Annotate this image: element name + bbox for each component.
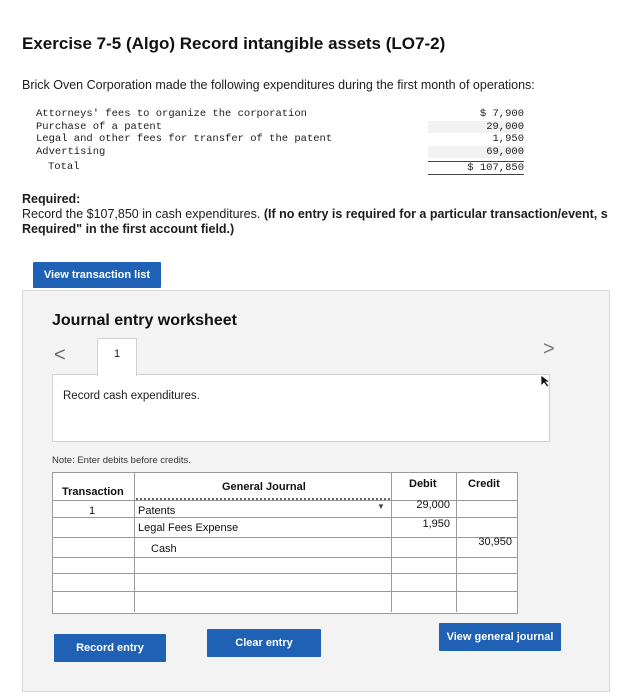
expenditure-label: Legal and other fees for transfer of the patent bbox=[36, 133, 333, 146]
expenditure-total-label: Total bbox=[48, 161, 80, 174]
expenditure-amount: 29,000 bbox=[428, 121, 524, 134]
chevron-down-icon[interactable]: ▼ bbox=[377, 502, 385, 511]
account-field[interactable]: Cash bbox=[151, 543, 177, 555]
transaction-header: Transaction bbox=[62, 486, 124, 498]
view-transaction-list-button[interactable]: View transaction list bbox=[33, 262, 161, 288]
required-text: Record the $107,850 in cash expenditures. bbox=[22, 207, 261, 221]
credit-field[interactable]: 30,950 bbox=[478, 536, 512, 548]
prev-arrow-icon[interactable]: < bbox=[54, 344, 66, 366]
account-field[interactable]: Legal Fees Expense bbox=[138, 522, 239, 534]
transaction-number: 1 bbox=[89, 505, 96, 517]
expenditure-amount: 1,950 bbox=[492, 133, 524, 146]
required-note-cont: Required" in the first account field.) bbox=[22, 222, 235, 236]
instruction-text: Record cash expenditures. bbox=[63, 390, 200, 402]
intro-text: Brick Oven Corporation made the following expenditures during the first month of operations: bbox=[22, 78, 535, 92]
account-field[interactable]: Patents bbox=[138, 505, 176, 517]
mouse-cursor-icon bbox=[540, 374, 552, 388]
row-divider bbox=[52, 591, 517, 592]
debit-field[interactable]: 1,950 bbox=[422, 518, 450, 530]
clear-entry-button[interactable]: Clear entry bbox=[207, 629, 321, 657]
required-heading: Required: bbox=[22, 192, 81, 206]
view-general-journal-button[interactable]: View general journal bbox=[439, 623, 561, 651]
record-entry-button[interactable]: Record entry bbox=[54, 634, 166, 662]
exercise-title: Exercise 7-5 (Algo) Record intangible assets (LO7-2) bbox=[22, 34, 446, 53]
expenditure-label: Attorneys' fees to organize the corporation bbox=[36, 108, 307, 120]
note-text: Note: Enter debits before credits. bbox=[52, 455, 191, 466]
expenditure-amount: 69,000 bbox=[428, 146, 524, 159]
debit-field[interactable]: 29,000 bbox=[416, 499, 450, 511]
worksheet-title: Journal entry worksheet bbox=[52, 312, 237, 329]
row-divider bbox=[52, 573, 517, 574]
header-underline bbox=[136, 498, 390, 500]
row-divider bbox=[52, 537, 517, 538]
row-divider bbox=[52, 557, 517, 558]
expenditure-label: Advertising bbox=[36, 145, 106, 158]
expenditure-total-amount: $ 107,850 bbox=[428, 161, 524, 175]
required-section bbox=[22, 192, 608, 237]
worksheet-tab-1[interactable]: 1 bbox=[97, 338, 137, 376]
expenditure-amount: $ 7,900 bbox=[479, 108, 524, 120]
debit-header: Debit bbox=[409, 478, 437, 490]
general-journal-header: General Journal bbox=[222, 481, 306, 493]
expenditure-label: Purchase of a patent bbox=[36, 120, 163, 133]
next-arrow-icon[interactable]: > bbox=[543, 338, 555, 360]
credit-header: Credit bbox=[468, 478, 500, 490]
instruction-panel bbox=[52, 374, 550, 442]
required-note: (If no entry is required for a particular transaction/event, s bbox=[263, 207, 608, 221]
